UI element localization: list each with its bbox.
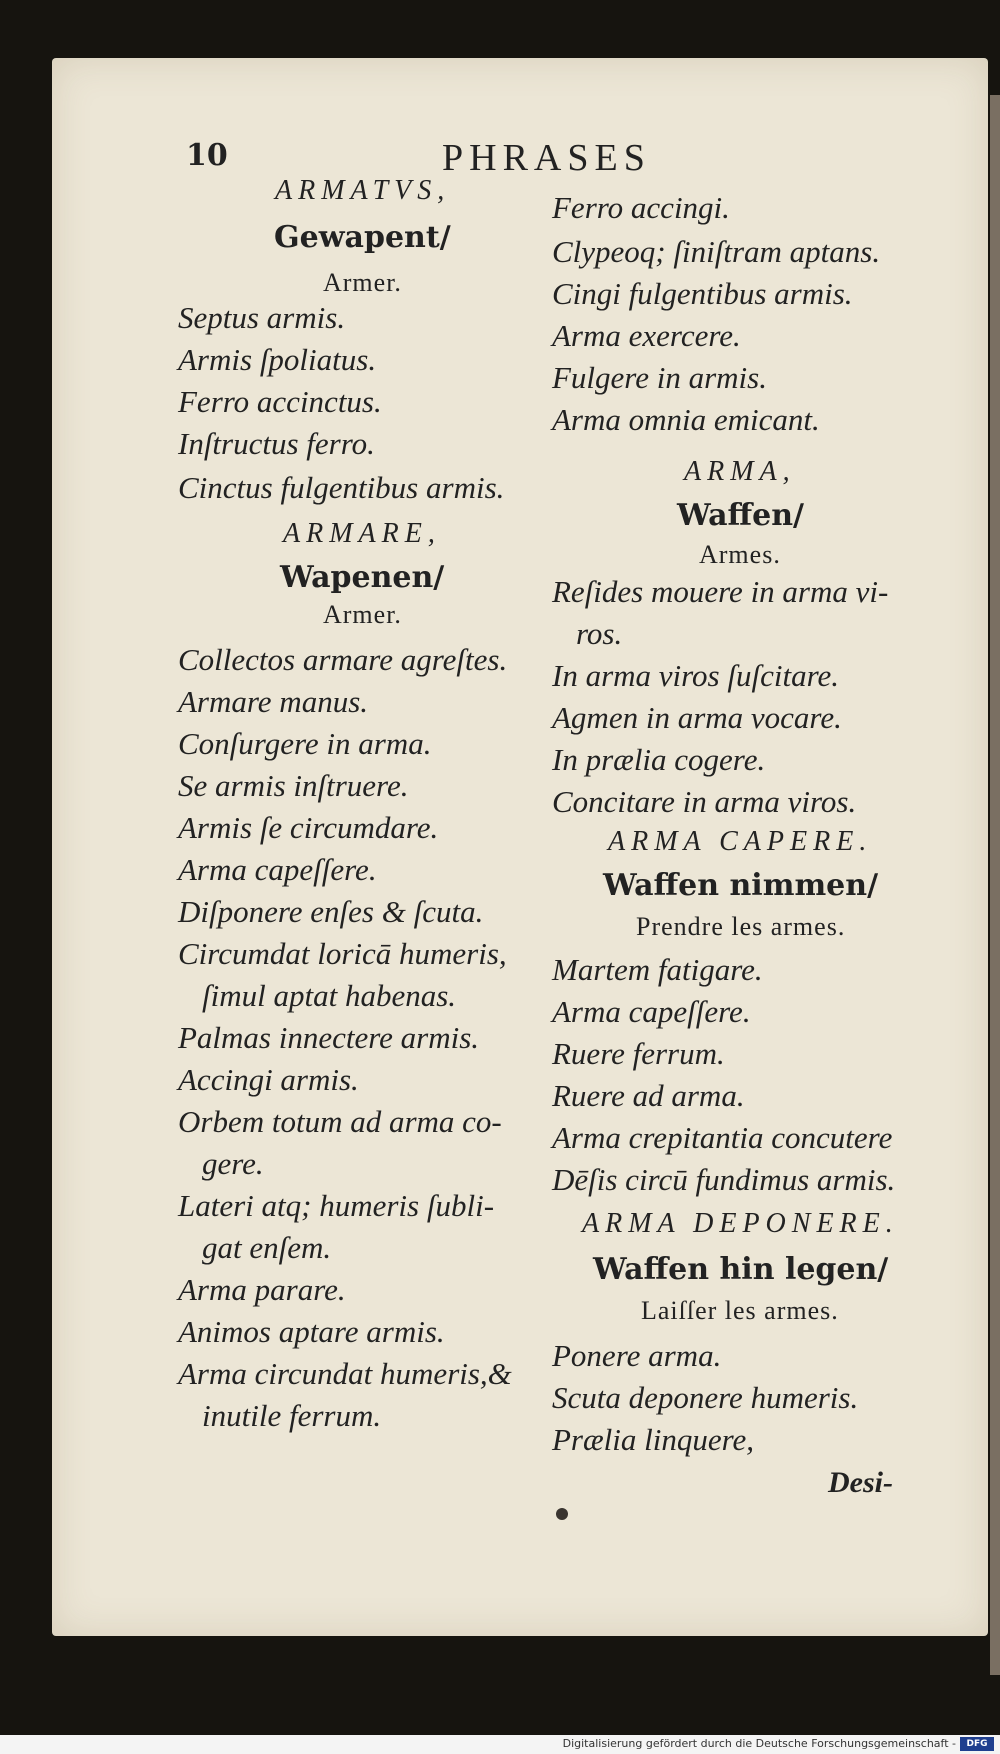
- right-phrase: Scuta deponere humeris.: [552, 1380, 859, 1415]
- right-phrase: Concitare in arma viros.: [552, 784, 857, 819]
- left-phrase: gat enſem.: [202, 1230, 332, 1265]
- left-phrase: Septus armis.: [178, 300, 346, 335]
- right-phrase: Arma omnia emicant.: [552, 402, 820, 437]
- right-phrase: Dēſis circū fundimus armis.: [552, 1162, 896, 1197]
- left-phrase: Lateri atq; humeris ſubli-: [178, 1188, 495, 1223]
- right-phrase: Arma capeſſere.: [552, 994, 751, 1029]
- right-heading: ARMA CAPERE.: [608, 826, 873, 857]
- left-phrase: Armis ſe circumdare.: [178, 810, 439, 845]
- page-number: 10: [186, 138, 228, 173]
- right-phrase: Ruere ad arma.: [552, 1078, 745, 1113]
- right-phrase: Reſides mouere in arma vi-: [552, 574, 889, 609]
- dfg-logo-icon: DFG: [960, 1737, 994, 1751]
- left-phrase: Accingi armis.: [178, 1062, 359, 1097]
- left-phrase: Arma parare.: [178, 1272, 346, 1307]
- right-french: Prendre les armes.: [636, 912, 846, 941]
- catchword: Desi-: [828, 1466, 893, 1499]
- left-french: Armer.: [323, 600, 402, 629]
- right-phrase: ros.: [576, 616, 623, 651]
- right-phrase: In prælia cogere.: [552, 742, 766, 777]
- right-heading: ARMA,: [684, 456, 796, 487]
- right-phrase: In arma viros ſuſcitare.: [552, 658, 840, 693]
- running-head: PHRASES: [442, 137, 651, 179]
- left-german: Gewapent/: [274, 220, 451, 255]
- left-french: Armer.: [323, 268, 402, 297]
- right-phrase: Fulgere in armis.: [552, 360, 767, 395]
- right-phrase: Clypeoq; ſiniſtram aptans.: [552, 234, 881, 269]
- left-heading: ARMARE,: [283, 518, 441, 549]
- left-phrase: Arma capeſſere.: [178, 852, 377, 887]
- right-phrase: Ferro accingi.: [552, 190, 730, 225]
- page-edge: [990, 95, 1000, 1675]
- left-phrase: Arma circundat humeris,&: [178, 1356, 512, 1391]
- right-phrase: Ruere ferrum.: [552, 1036, 725, 1071]
- ink-dot: [556, 1508, 568, 1520]
- left-phrase: Orbem totum ad arma co-: [178, 1104, 502, 1139]
- left-german: Wapenen/: [280, 560, 445, 595]
- left-phrase: Palmas innectere armis.: [178, 1020, 480, 1055]
- left-phrase: ſimul aptat habenas.: [202, 978, 457, 1013]
- right-heading: ARMA DEPONERE.: [582, 1208, 899, 1239]
- right-german: Waffen/: [677, 498, 805, 533]
- left-phrase: inutile ferrum.: [202, 1398, 382, 1433]
- left-phrase: Armis ſpoliatus.: [178, 342, 377, 377]
- digitization-credit: Digitalisierung gefördert durch die Deutsche Forschungsgemeinschaft -: [562, 1737, 956, 1750]
- left-phrase: Animos aptare armis.: [178, 1314, 445, 1349]
- right-phrase: Ponere arma.: [552, 1338, 722, 1373]
- left-heading: ARMATVS,: [275, 175, 451, 206]
- right-phrase: Cingi fulgentibus armis.: [552, 276, 853, 311]
- right-french: Armes.: [699, 540, 781, 569]
- left-phrase: Collectos armare agreſtes.: [178, 642, 508, 677]
- left-phrase: Inſtructus ferro.: [178, 426, 375, 461]
- right-phrase: Agmen in arma vocare.: [552, 700, 842, 735]
- left-phrase: Se armis inſtruere.: [178, 768, 409, 803]
- right-phrase: Prælia linquere,: [552, 1422, 755, 1457]
- left-phrase: Cinctus fulgentibus armis.: [178, 470, 505, 505]
- right-phrase: Arma exercere.: [552, 318, 741, 353]
- right-french: Laiſſer les armes.: [641, 1296, 839, 1325]
- right-phrase: Arma crepitantia concutere: [552, 1120, 893, 1155]
- left-phrase: Ferro accinctus.: [178, 384, 382, 419]
- left-phrase: Diſponere enſes & ſcuta.: [178, 894, 484, 929]
- right-german: Waffen hin legen/: [593, 1252, 889, 1287]
- left-phrase: Circumdat loricā humeris,: [178, 936, 507, 971]
- right-german: Waffen nimmen/: [603, 868, 879, 903]
- left-phrase: gere.: [202, 1146, 264, 1181]
- left-phrase: Conſurgere in arma.: [178, 726, 432, 761]
- right-phrase: Martem fatigare.: [552, 952, 763, 987]
- left-phrase: Armare manus.: [178, 684, 369, 719]
